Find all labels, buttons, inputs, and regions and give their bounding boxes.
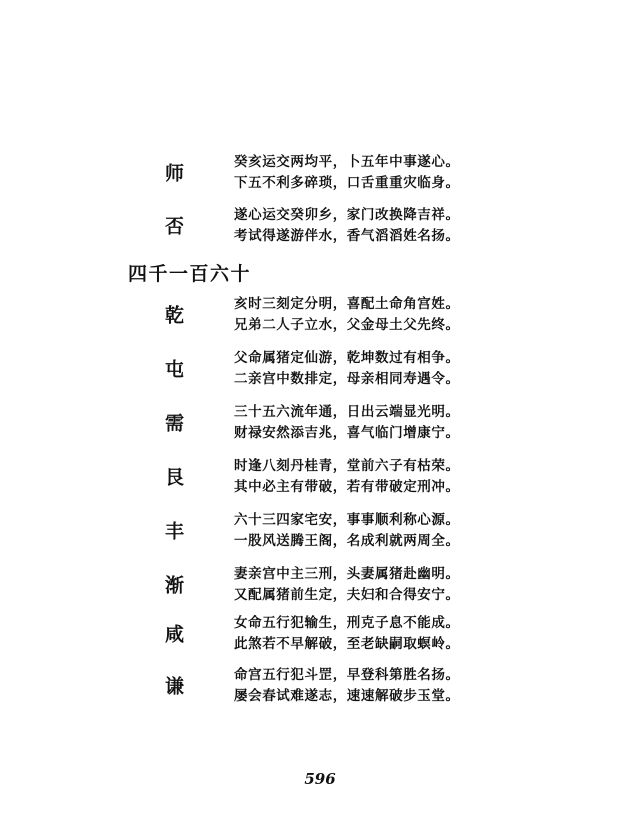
verse-line: 亥时三刻定分明，喜配土命角宫姓。 bbox=[234, 296, 460, 312]
section-heading: 四千一百六十 bbox=[128, 263, 252, 285]
entry-shi bbox=[0, 150, 640, 194]
hexagram-label: 乾 bbox=[165, 304, 186, 327]
verse-line: 二亲宫中数排定，母亲相同寿遇令。 bbox=[234, 371, 460, 387]
page-number: 596 bbox=[304, 770, 336, 788]
verse-line: 其中必主有带破，若有带破定刑冲。 bbox=[234, 479, 460, 495]
verse-line: 一股风送腾王阁，名成利就两周全。 bbox=[234, 533, 460, 549]
verse-line: 时逢八刻丹桂青，堂前六子有枯荣。 bbox=[234, 458, 460, 474]
verse-line: 癸亥运交两均平，卜五年中事遂心。 bbox=[234, 154, 460, 170]
verse-line: 又配属猪前生定，夫妇和合得安宁。 bbox=[234, 587, 460, 603]
entry-zhun bbox=[0, 346, 640, 390]
verse-line: 女命五行犯输生，刑克子息不能成。 bbox=[234, 615, 460, 631]
entry-qian bbox=[0, 292, 640, 336]
verse-line: 父命属猪定仙游，乾坤数过有相争。 bbox=[234, 350, 460, 366]
verse-line: 六十三四家宅安，事事顺利称心源。 bbox=[234, 512, 460, 528]
verse-line: 三十五六流年通，日出云端显光明。 bbox=[234, 404, 460, 420]
hexagram-label: 需 bbox=[165, 412, 186, 435]
entry-feng bbox=[0, 508, 640, 552]
hexagram-label: 咸 bbox=[165, 623, 186, 646]
verse-line: 财禄安然添吉兆，喜气临门增康宁。 bbox=[234, 425, 460, 441]
hexagram-label: 屯 bbox=[165, 358, 186, 381]
entry-xian bbox=[0, 611, 640, 655]
hexagram-label: 艮 bbox=[165, 466, 186, 489]
hexagram-label: 丰 bbox=[165, 520, 186, 543]
verse-line: 考试得遂游伴水，香气滔滔姓名扬。 bbox=[234, 228, 460, 244]
entry-pi bbox=[0, 203, 640, 247]
verse-line: 遂心运交癸卯乡，家门改换降吉祥。 bbox=[234, 207, 460, 223]
verse-line: 妻亲宫中主三刑，头妻属猪赴幽明。 bbox=[234, 566, 460, 582]
entry-qian-modest bbox=[0, 663, 640, 707]
hexagram-label: 渐 bbox=[165, 574, 186, 597]
entry-xu bbox=[0, 400, 640, 444]
hexagram-label: 谦 bbox=[165, 675, 186, 698]
hexagram-label: 师 bbox=[165, 162, 186, 185]
entry-gen bbox=[0, 454, 640, 498]
hexagram-label: 否 bbox=[165, 215, 186, 238]
verse-line: 屡会春试难遂志，速速解破步玉堂。 bbox=[234, 688, 460, 704]
verse-line: 兄弟二人子立水，父金母土父先终。 bbox=[234, 317, 460, 333]
verse-line: 下五不利多碎琐，口舌重重灾临身。 bbox=[234, 175, 460, 191]
verse-line: 此煞若不早解破，至老缺嗣取螟岭。 bbox=[234, 636, 460, 652]
verse-line: 命宫五行犯斗罡，早登科第胜名扬。 bbox=[234, 667, 460, 683]
entry-jian bbox=[0, 562, 640, 606]
